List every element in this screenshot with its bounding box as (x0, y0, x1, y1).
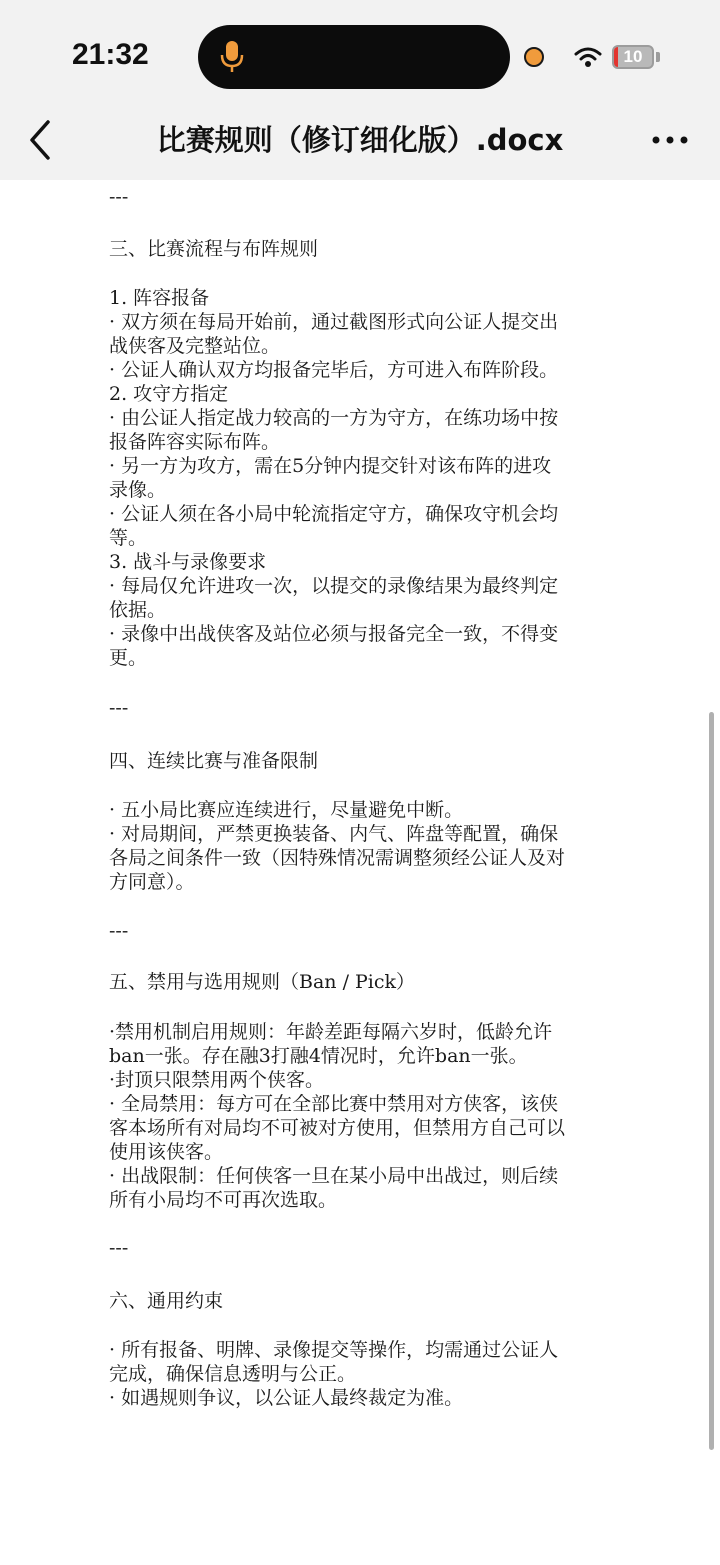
top-bar (0, 0, 720, 180)
text-line: · 出战限制：任何侠客一旦在某小局中出战过，则后续 (109, 1165, 559, 1187)
text-line: · 全局禁用：每方可在全部比赛中禁用对方侠客，该侠 (109, 1093, 559, 1115)
text-line: · 对局期间，严禁更换装备、内气、阵盘等配置，确保 (109, 823, 559, 845)
recording-indicator-icon (524, 47, 544, 67)
subsection-heading: 1. 阵容报备 (109, 287, 210, 309)
separator-line: --- (109, 1237, 129, 1259)
subsection-heading: 3. 战斗与录像要求 (109, 551, 267, 573)
text-line: 报备阵容实际布阵。 (109, 431, 281, 453)
text-line: · 每局仅允许进攻一次，以提交的录像结果为最终判定 (109, 575, 559, 597)
section-heading: 六、通用约束 (109, 1290, 224, 1312)
microphone-icon (220, 40, 244, 74)
text-line: 依据。 (109, 599, 167, 621)
text-line: · 所有报备、明牌、录像提交等操作，均需通过公证人 (109, 1339, 559, 1361)
document-title: 比赛规则（修订细化版）.docx (156, 123, 564, 157)
text-line: · 录像中出战侠客及站位必须与报备完全一致，不得变 (109, 623, 559, 645)
subsection-heading: 2. 攻守方指定 (109, 383, 229, 405)
status-time: 21:32 (72, 38, 149, 71)
text-line: · 五小局比赛应连续进行，尽量避免中断。 (109, 799, 464, 821)
text-line: 各局之间条件一致（因特殊情况需调整须经公证人及对 (109, 847, 566, 869)
dynamic-island[interactable] (198, 25, 510, 89)
text-line: · 公证人确认双方均报备完毕后，方可进入布阵阶段。 (109, 359, 559, 381)
battery-cap (656, 52, 660, 62)
text-line: · 双方须在每局开始前，通过截图形式向公证人提交出 (109, 311, 559, 333)
section-heading: 三、比赛流程与布阵规则 (109, 238, 319, 260)
separator-line: --- (109, 186, 129, 208)
text-line: 等。 (109, 527, 148, 549)
scrollbar-thumb[interactable] (709, 712, 714, 1450)
text-line: · 公证人须在各小局中轮流指定守方，确保攻守机会均 (109, 503, 559, 525)
text-line: ·禁用机制启用规则：年龄差距每隔六岁时，低龄允许 (109, 1021, 553, 1043)
text-line: 客本场所有对局均不可被对方使用，但禁用方自己可以 (109, 1117, 566, 1139)
text-line: · 如遇规则争议，以公证人最终裁定为准。 (109, 1387, 464, 1409)
text-line: 所有小局均不可再次选取。 (109, 1189, 338, 1211)
separator-line: --- (109, 697, 129, 719)
battery-icon (612, 45, 654, 69)
back-chevron-icon[interactable] (22, 118, 58, 162)
more-icon[interactable] (650, 130, 690, 150)
text-line: ban一张。存在融3打融4情况时，允许ban一张。 (109, 1045, 528, 1067)
text-line: 完成，确保信息透明与公正。 (109, 1363, 357, 1385)
text-line: · 由公证人指定战力较高的一方为守方，在练功场中按 (109, 407, 559, 429)
text-line: 使用该侠客。 (109, 1141, 224, 1163)
text-line: 方同意）。 (109, 871, 195, 893)
section-heading: 四、连续比赛与准备限制 (109, 750, 319, 772)
wifi-icon (574, 46, 602, 68)
text-line: · 另一方为攻方，需在5分钟内提交针对该布阵的进攻 (109, 455, 552, 477)
text-line: 更。 (109, 647, 148, 669)
text-line: 战侠客及完整站位。 (109, 335, 281, 357)
text-line: 录像。 (109, 479, 167, 501)
text-line: ·封顶只限禁用两个侠客。 (109, 1069, 325, 1091)
battery-percent: 10 (623, 47, 643, 66)
section-heading: 五、禁用与选用规则（Ban / Pick） (109, 971, 416, 993)
separator-line: --- (109, 920, 129, 942)
